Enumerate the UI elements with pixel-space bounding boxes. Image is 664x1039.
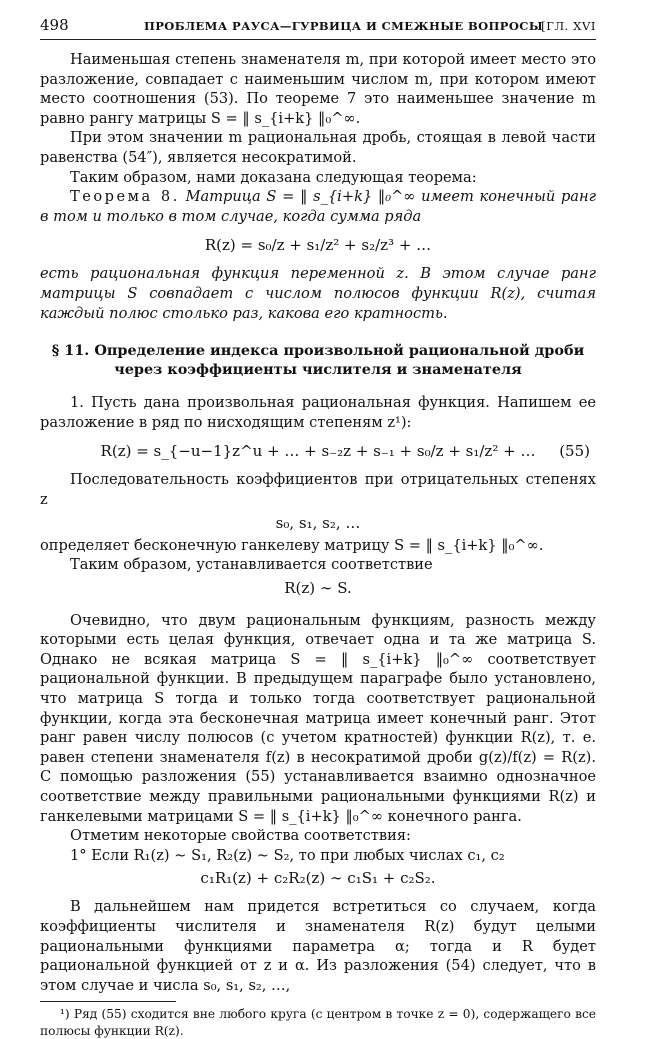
running-header bbox=[40, 14, 596, 40]
header-rule bbox=[40, 39, 596, 40]
page bbox=[40, 14, 596, 1039]
page-number: 498 bbox=[40, 16, 69, 34]
paragraph-5: Последовательность коэффициентов при отрицательных степенях z bbox=[40, 471, 596, 508]
theorem-8 bbox=[40, 187, 596, 226]
paragraph-9: Отметим некоторые свойства соответствия: bbox=[70, 827, 411, 845]
paragraph-8: Очевидно, что двум рациональным функциям, разность между которыми есть целая функция, отвечает одна и та же матрица S. Однако не всякая матрица S = ‖ s_{i+k} ‖₀^∞ соответствует рациональной функции. В предыдущем параграфе было установлено, что матрица S тогда и только тогда соответствует рациональной функции, когда эта бесконечная матрица имеет конечный ранг. Этот ранг равен числу полюсов (с учетом кратностей) функции R(z), т. е. равен степени знаменателя f(z) в несократимой дроби g(z)/f(z) = R(z). С помощью разложения (55) устанавливается взаимно однозначное соответствие между правильными рациональными функциями R(z) и ганкелевыми матрицами S = ‖ s_{i+k} ‖₀^∞ конечного ранга. bbox=[40, 611, 596, 825]
paragraph-6: определяет бесконечную ганкелеву матрицу S = ‖ s_{i+k} ‖₀^∞. bbox=[40, 536, 544, 554]
section-title-line1: § 11. Определение индекса произвольной рациональной дроби bbox=[51, 342, 585, 360]
theorem-text: Матрица S = ‖ s_{i+k} ‖₀^∞ имеет конечный ранг в том и только в том случае, когда сумма ряда bbox=[40, 188, 596, 225]
paragraph-10: В дальнейшем нам придется встретиться со случаем, когда коэффициенты числителя и знаменателя R(z) будут целыми рациональными функциями параметра α; тогда и R будет рациональной функцией от z и α. Из разложения (54) следует, что в этом случае и числа s₀, s₁, s₂, …, bbox=[40, 898, 596, 994]
section-title bbox=[40, 341, 596, 379]
running-title: ПРОБЛЕМА РАУСА—ГУРВИЦА И СМЕЖНЫЕ ВОПРОСЫ bbox=[144, 19, 544, 33]
formula-series: R(z) = s₀/z + s₁/z² + s₂/z³ + … bbox=[204, 236, 432, 255]
theorem-continuation: есть рациональная функция переменной z. В этом случае ранг матрицы S совпадает с числом полюсов функции R(z), считая каждый полюс столько раз, какова его кратность. bbox=[40, 265, 596, 322]
paragraph-7: Таким образом, устанавливается соответствие bbox=[70, 556, 433, 574]
property-1: 1° Если R₁(z) ∼ S₁, R₂(z) ∼ S₂, то при любых числах c₁, c₂ bbox=[70, 846, 505, 864]
chapter-label: [ГЛ. XVI bbox=[541, 19, 596, 33]
paragraph-3: Таким образом, нами доказана следующая теорема: bbox=[70, 168, 477, 186]
formula-55 bbox=[40, 438, 596, 464]
correspondence-formula: R(z) ∼ S. bbox=[284, 578, 352, 597]
paragraph-2: При этом значении m рациональная дробь, стоящая в левой части равенства (54″), является несократимой. bbox=[40, 129, 596, 166]
equation-number-55: (55) bbox=[559, 442, 590, 461]
section-title-line2: через коэффициенты числителя и знаменателя bbox=[114, 361, 522, 379]
theorem-label: Теорема 8. bbox=[70, 188, 180, 206]
coefficient-sequence: s₀, s₁, s₂, … bbox=[275, 513, 361, 532]
footnote-rule bbox=[40, 1001, 176, 1002]
paragraph-4: 1. Пусть дана произвольная рациональная функция. Напишем ее разложение в ряд по нисходящим степеням z¹): bbox=[40, 394, 596, 431]
paragraph-1: Наименьшая степень знаменателя m, при которой имеет место это разложение, совпадает с наименьшим числом m, при котором имеют место соотношения (53). По теореме 7 это наименьшее значение m равно рангу матрицы S = ‖ s_{i+k} ‖₀^∞. bbox=[40, 51, 596, 127]
footnote: ¹) Ряд (55) сходится вне любого круга (с центром в точке z = 0), содержащего все полюсы функции R(z). bbox=[40, 1007, 596, 1038]
formula-55-text: R(z) = s_{−u−1}z^u + … + s₋₂z + s₋₁ + s₀/z + s₁/z² + … bbox=[100, 442, 536, 461]
property-formula: c₁R₁(z) + c₂R₂(z) ∼ c₁S₁ + c₂S₂. bbox=[200, 869, 436, 888]
